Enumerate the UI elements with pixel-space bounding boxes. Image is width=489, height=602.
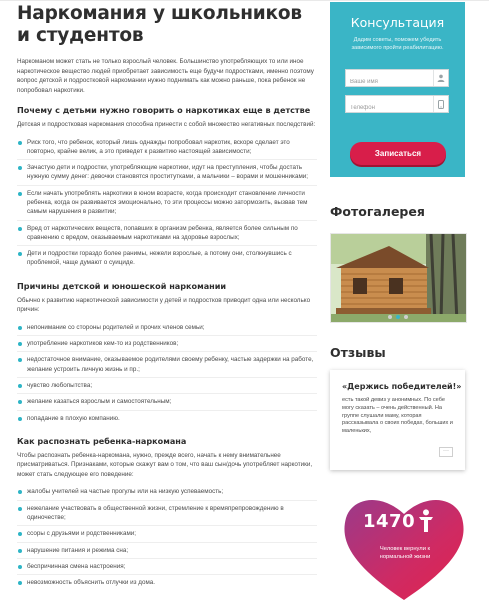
- ellipsis-icon[interactable]: ···: [439, 447, 453, 457]
- section-heading-why: Почему с детьми нужно говорить о наркотиках еще в детстве: [17, 105, 311, 115]
- list-item: недостаточное внимание, оказываемое родителями своему ребенку, частые задержки на работе, желание устроить личную жизнь и пр.;: [17, 352, 317, 378]
- consultation-title: Консультация: [350, 15, 445, 30]
- page-title: Наркомания у школьников и студентов: [17, 3, 302, 46]
- submit-button[interactable]: Записаться: [350, 142, 446, 165]
- intro-paragraph: Наркоманом может стать не только взрослый человек. Большинство употребляющих то или иное наркотическое вещество людей приобретает зависимость еще будучи подростками, именно поэтому вопрос детской и подростковой наркомании нужно поднимать как можно раньше, пока ребенок не попробовал наркотики.: [17, 58, 314, 94]
- bullet-icon: [18, 490, 22, 494]
- list-item: Вред от наркотических веществ, попавших в организм ребенка, является более сильным по сравнению с вредом, оказываемым наркотиками на здоровье взрослых;: [17, 221, 317, 247]
- bullet-icon: [18, 565, 22, 569]
- list-item: желание казаться взрослым и самостоятельным;: [17, 394, 317, 410]
- list-item: беспричинная смена настроения;: [17, 559, 317, 575]
- bullet-icon: [18, 417, 22, 421]
- gallery-pagination: [388, 315, 408, 319]
- consequences-list: [17, 135, 317, 271]
- list-item: Дети и подростки гораздо более ранимы, нежели взрослые, а потому они, столкнувшись с проблемой, чаще думают о суициде.: [17, 246, 317, 271]
- list-item: невозможность объяснить отлучки из дома.: [17, 575, 317, 590]
- bullet-icon: [18, 384, 22, 388]
- list-item: Если начать употреблять наркотики в юном возрасте, когда происходит становление личности ребенка, когда он развивается эмоционально, то эти процессы можно затормозить, вызвав тем самым нарушения в развитии;: [17, 186, 317, 221]
- rehab-counter: 1470: [363, 511, 416, 532]
- name-input[interactable]: [346, 74, 434, 90]
- bullet-icon: [18, 166, 22, 170]
- section-lead-recognize: Чтобы распознать ребенка-наркомана, нужно, прежде всего, начать к нему внимательнее присматриваться. Признаками, которые скажут вам о том, что ваш сын/дочь употребляет наркотики, может стать следующее его поведение:: [17, 451, 313, 478]
- causes-list: [17, 320, 317, 426]
- list-item: нарушение питания и режима сна;: [17, 543, 317, 559]
- section-heading-causes: Причины детской и юношеской наркомании: [17, 280, 227, 291]
- list-item: нежелание участвовать в общественной жизни, стремление к времяпрепровождению в одиночестве;: [17, 501, 317, 527]
- bullet-icon: [18, 192, 22, 196]
- bullet-icon: [18, 141, 22, 145]
- gallery-heading: Фотогалерея: [330, 204, 425, 219]
- consultation-subtitle: Дадим советы, поможем убедить зависимого пройти реабилитацию.: [351, 37, 444, 51]
- bullet-icon: [18, 400, 22, 404]
- list-item: ссоры с друзьями и родственниками;: [17, 526, 317, 542]
- list-item: употребление наркотиков кем-то из родственников;: [17, 336, 317, 352]
- review-text: есть такой девиз у анонимных. По себе могу сказать – очень действенный. На группе слушали маму, которая рассказывала о своих победах, больших и маленьких,: [342, 397, 453, 435]
- house-photo: [331, 234, 466, 322]
- gallery-photo[interactable]: [330, 233, 467, 323]
- bullet-icon: [18, 227, 22, 231]
- section-lead-causes: Обычно к развитию наркотической зависимости у детей и подростков приводит одна или несколько причин:: [17, 296, 311, 314]
- list-item: непонимание со стороны родителей и прочих членов семьи;: [17, 320, 317, 336]
- bullet-icon: [18, 358, 22, 362]
- list-item: чувство любопытства;: [17, 378, 317, 394]
- review-title: «Держись победителей!»: [342, 382, 462, 391]
- person-icon: [418, 509, 434, 533]
- quote-icon: [336, 382, 340, 386]
- bullet-icon: [18, 326, 22, 330]
- pager-dot-active[interactable]: [396, 315, 400, 319]
- review-card: [330, 370, 465, 470]
- list-item: жалобы учителей на частые прогулы или на низкую успеваемость;: [17, 484, 317, 500]
- bullet-icon: [18, 507, 22, 511]
- bullet-icon: [18, 532, 22, 536]
- list-item: попадание в плохую компанию.: [17, 411, 317, 426]
- bullet-icon: [18, 549, 22, 553]
- pager-dot[interactable]: [404, 315, 408, 319]
- phone-icon: [433, 96, 448, 112]
- signs-list: [17, 484, 317, 590]
- consultation-form: [330, 2, 465, 177]
- bullet-icon: [18, 252, 22, 256]
- pager-dot[interactable]: [388, 315, 392, 319]
- list-item: Риск того, что ребенок, который лишь однажды попробовал наркотик, вскоре сделает это повторно, крайне велик, а это приведет к развитию настоящей зависимости;: [17, 135, 317, 161]
- article: [17, 0, 317, 590]
- reviews-heading: Отзывы: [330, 345, 386, 360]
- list-item: Зачастую дети и подростки, употребляющие наркотики, идут на преступления, чтобы достать нужную сумму денег: девочки становятся проститутками, а мальчики – ворами и мошенниками;: [17, 160, 317, 186]
- section-lead-why: Детская и подростковая наркомания способна принести с собой множество негативных последствий:: [17, 121, 316, 128]
- phone-input[interactable]: [346, 100, 434, 116]
- bullet-icon: [18, 342, 22, 346]
- counter-caption: Человек вернули к нормальной жизни: [379, 546, 431, 560]
- phone-field[interactable]: [345, 95, 449, 113]
- bullet-icon: [18, 581, 22, 585]
- user-icon: [433, 70, 448, 86]
- section-heading-recognize: Как распознать ребенка-наркомана: [17, 435, 187, 446]
- name-field[interactable]: [345, 69, 449, 87]
